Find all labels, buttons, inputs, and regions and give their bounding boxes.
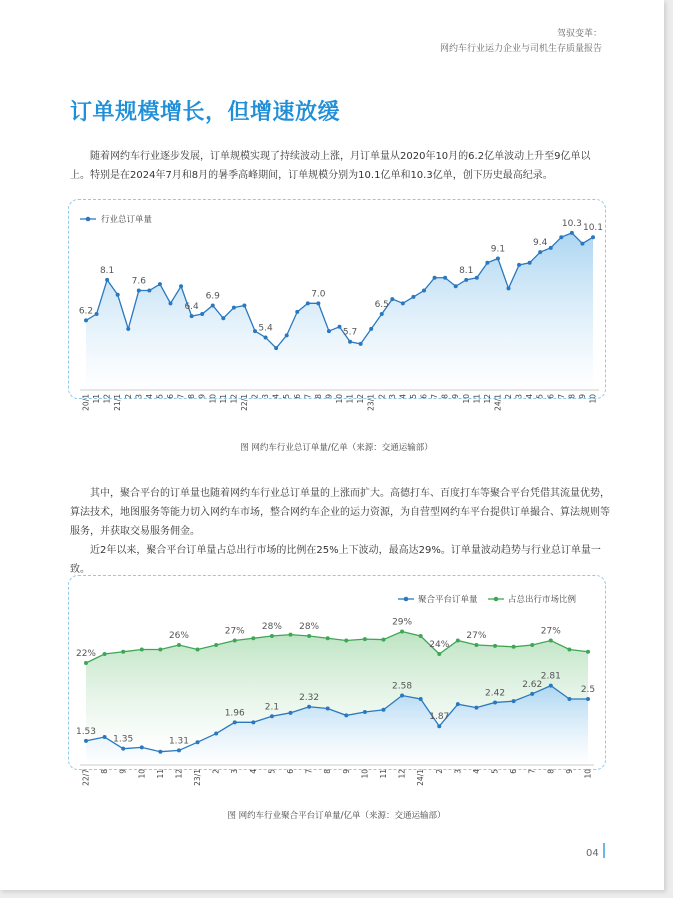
aggregator-orders-data-label: 2.81 <box>540 671 561 682</box>
x-tick-label: 3 <box>230 769 240 774</box>
aggregator-orders-point <box>214 732 218 736</box>
paragraph-aggregator: 其中，聚合平台的订单量也随着网约车行业总订单量的上涨而扩大。高德打车、百度打车等聚合平台凭借其流量优势，算法技术，地图服务等能力切入网约车市场，整合网约车企业的运力资源，为自营型网约车平台提供订单撮合、算法规则等服务，并获取交易服务佣金。 <box>70 488 610 537</box>
share-data-label: 24% <box>429 640 450 650</box>
x-tick-label: 10 <box>461 394 471 404</box>
x-tick-label: 3 <box>134 394 144 399</box>
x-tick-label: 7 <box>527 769 537 774</box>
header-line-1: 驾驭变革： <box>556 29 602 39</box>
share-point <box>419 634 423 638</box>
x-tick-label: 21/1 <box>113 394 123 411</box>
aggregator-orders-point <box>474 706 478 710</box>
aggregator-orders-point <box>419 697 423 701</box>
aggregator-orders-point <box>586 697 590 701</box>
aggregator-orders-point <box>512 699 516 703</box>
x-tick-label: 11 <box>92 394 102 404</box>
x-tick-label: 11 <box>378 769 388 779</box>
x-tick-label: 4 <box>398 394 408 399</box>
x-tick-label: 6 <box>419 394 429 399</box>
legend-marker <box>494 597 499 602</box>
x-tick-label: 23/1 <box>366 394 376 411</box>
legend-aggregator-orders: 聚合平台订单量 <box>418 595 478 605</box>
x-tick-label: 11 <box>155 769 165 779</box>
share-point <box>530 643 534 647</box>
x-tick-label: 9 <box>564 769 574 774</box>
share-point <box>344 639 348 643</box>
header-line-2: 网约车行业运力企业与司机生存质量报告 <box>439 44 602 54</box>
x-tick-label: 5 <box>155 394 165 399</box>
legend-total-orders: 行业总订单量 <box>101 215 153 225</box>
total-orders-data-label: 9.4 <box>533 238 548 249</box>
x-tick-label: 6 <box>166 394 175 399</box>
x-tick-label: 10 <box>588 394 598 404</box>
share-data-label: 26% <box>168 631 189 641</box>
aggregator-orders-data-label: 2.32 <box>299 692 320 703</box>
x-tick-label: 22/1 <box>239 394 249 411</box>
aggregator-orders-point <box>363 710 367 714</box>
x-tick-label: 12 <box>482 394 492 404</box>
x-tick-label: 5 <box>267 769 277 774</box>
share-data-label: 22% <box>75 649 97 659</box>
share-point <box>586 650 590 654</box>
legend-marker <box>404 597 409 602</box>
share-data-label: 27% <box>540 626 561 637</box>
aggregator-orders-point <box>84 739 88 743</box>
share-point <box>233 639 237 643</box>
x-tick-label: 3 <box>261 394 271 399</box>
aggregator-orders-point <box>400 694 404 698</box>
share-point <box>158 648 162 652</box>
aggregator-orders-point <box>307 705 311 709</box>
aggregator-orders-data-label: 1.87 <box>429 712 450 723</box>
x-tick-label: 5 <box>408 394 418 399</box>
x-tick-label: 6 <box>292 394 302 399</box>
aggregator-orders-data-label: 1.96 <box>224 708 245 719</box>
x-tick-label: 9 <box>341 769 351 774</box>
share-point <box>270 634 274 638</box>
x-tick-label: 2 <box>211 769 221 774</box>
share-point <box>567 648 571 652</box>
share-point <box>456 639 460 643</box>
aggregator-orders-point <box>456 702 460 706</box>
share-data-label: 28% <box>261 622 282 632</box>
aggregator-orders-point <box>381 708 385 712</box>
aggregator-orders-point <box>158 750 162 754</box>
aggregator-orders-data-label: 2.5 <box>580 685 596 695</box>
aggregator-orders-point <box>549 684 553 688</box>
x-tick-label: 9 <box>324 394 334 399</box>
page-number-bar <box>603 843 605 858</box>
total-orders-data-label: 10.3 <box>561 218 582 229</box>
chart-caption-total-orders: 图 网约车行业总订单量/亿单（来源：交通运输部） <box>240 443 433 453</box>
share-data-label: 27% <box>466 631 487 641</box>
x-tick-label: 20/1 <box>81 394 91 411</box>
share-point <box>512 645 516 649</box>
share-data-label: 27% <box>224 626 245 637</box>
x-tick-label: 24/1 <box>416 769 426 786</box>
x-tick-label: 11 <box>472 394 482 404</box>
aggregator-orders-point <box>140 745 144 749</box>
section-title: 订单规模增长，但增速放缓 <box>70 100 341 125</box>
total-orders-data-label: 7.6 <box>131 276 146 287</box>
x-tick-label: 8 <box>323 769 333 774</box>
x-tick-label: 6 <box>509 769 519 774</box>
x-tick-label: 10 <box>583 769 593 779</box>
share-point <box>437 652 441 656</box>
x-tick-label: 9 <box>451 394 461 399</box>
share-point <box>196 648 200 652</box>
share-point <box>140 648 144 652</box>
x-tick-label: 8 <box>567 394 577 399</box>
total-orders-data-label: 6.9 <box>205 291 220 302</box>
share-point <box>289 633 293 637</box>
total-orders-data-label: 7.0 <box>311 289 326 300</box>
x-tick-label: 12 <box>397 769 407 779</box>
x-tick-label: 11 <box>345 394 355 404</box>
share-point <box>307 634 311 638</box>
aggregator-orders-point <box>437 724 441 728</box>
aggregator-orders-point <box>344 713 348 717</box>
x-tick-label: 2 <box>377 394 387 399</box>
total-orders-data-label: 5.7 <box>342 327 358 338</box>
x-tick-label: 3 <box>387 394 397 399</box>
share-point <box>103 652 107 656</box>
x-tick-label: 4 <box>471 769 481 774</box>
page-number: 04 <box>586 848 599 859</box>
share-data-label: 29% <box>392 617 413 628</box>
x-tick-label: 7 <box>176 394 186 399</box>
total-orders-data-label: 6.2 <box>78 306 94 317</box>
x-tick-label: 7 <box>556 394 566 399</box>
x-tick-label: 6 <box>286 769 296 774</box>
aggregator-orders-point <box>251 720 255 724</box>
share-data-label: 28% <box>299 622 320 632</box>
share-point <box>121 650 125 654</box>
share-point <box>363 637 367 641</box>
x-tick-label: 2 <box>434 769 444 774</box>
x-tick-label: 5 <box>535 394 545 399</box>
aggregator-orders-data-label: 2.58 <box>392 681 413 692</box>
aggregator-orders-data-label: 2.42 <box>485 688 506 699</box>
x-tick-label: 8 <box>440 394 450 399</box>
x-tick-label: 9 <box>197 394 207 399</box>
total-orders-data-label: 9.1 <box>490 244 506 255</box>
x-tick-label: 9 <box>577 394 587 399</box>
aggregator-orders-point <box>177 748 181 752</box>
x-tick-label: 10 <box>208 394 218 404</box>
x-tick-label: 12 <box>229 394 239 404</box>
total-orders-data-label: 8.1 <box>99 265 115 276</box>
total-orders-data-label: 8.1 <box>459 265 474 276</box>
x-tick-label: 4 <box>271 394 281 399</box>
x-tick-label: 12 <box>174 769 184 779</box>
share-point <box>493 644 497 648</box>
x-tick-label: 6 <box>546 394 556 399</box>
x-tick-label: 8 <box>187 394 197 399</box>
share-point <box>326 636 330 640</box>
aggregator-orders-point <box>326 707 330 711</box>
x-tick-label: 22/7 <box>81 769 91 786</box>
aggregator-orders-data-label: 1.31 <box>168 736 189 747</box>
x-tick-label: 10 <box>137 769 147 779</box>
x-tick-label: 9 <box>118 769 128 774</box>
aggregator-orders-point <box>493 700 497 704</box>
x-tick-label: 10 <box>335 394 344 404</box>
x-tick-label: 8 <box>100 769 110 774</box>
share-point <box>549 639 553 643</box>
share-point <box>400 630 404 634</box>
aggregator-orders-point <box>103 735 107 739</box>
aggregator-orders-data-label: 2.62 <box>522 679 543 690</box>
legend-share: 占总出行市场比例 <box>508 595 577 605</box>
share-point <box>214 643 218 647</box>
aggregator-orders-point <box>567 697 571 701</box>
chart-caption-aggregator-orders: 图 网约车行业聚合平台订单量/亿单（来源：交通运输部） <box>227 811 446 821</box>
aggregator-orders-point <box>121 747 125 751</box>
aggregator-orders-data-label: 1.53 <box>75 726 97 737</box>
x-tick-label: 7 <box>304 769 314 774</box>
x-tick-label: 24/1 <box>493 394 503 411</box>
x-tick-label: 11 <box>218 394 228 404</box>
x-tick-label: 12 <box>102 394 112 404</box>
x-tick-label: 4 <box>248 769 258 774</box>
share-point <box>474 643 478 647</box>
aggregator-orders-point <box>530 692 534 696</box>
x-tick-label: 23/1 <box>193 769 203 786</box>
x-tick-label: 12 <box>356 394 366 404</box>
x-tick-label: 4 <box>525 394 535 399</box>
x-tick-label: 2 <box>250 394 260 399</box>
x-tick-label: 4 <box>144 394 154 399</box>
x-tick-label: 7 <box>303 394 313 399</box>
x-tick-label: 8 <box>546 769 556 774</box>
share-point <box>251 636 255 640</box>
x-tick-label: 5 <box>282 394 292 399</box>
x-tick-label: 2 <box>504 394 513 399</box>
total-orders-data-label: 5.4 <box>258 323 273 334</box>
share-point <box>381 638 385 642</box>
x-tick-label: 8 <box>313 394 323 399</box>
total-orders-data-label: 6.5 <box>374 300 389 310</box>
aggregator-orders-point <box>270 714 274 718</box>
paragraph-share: 近2年以来，聚合平台订单量占总出行市场的比例在25%上下波动，最高达29%。订单量波动趋势与行业总订单量一致。 <box>70 545 601 575</box>
share-point <box>84 661 88 665</box>
aggregator-orders-point <box>289 711 293 715</box>
x-tick-label: 3 <box>453 769 463 774</box>
paragraph-intro: 随着网约车行业逐步发展，订单规模实现了持续波动上涨，月订单量从2020年10月的6.2亿单波动上升至9亿单以上。特别是在2024年7月和8月的暑季高峰期间，订单规模分别为10.1亿单和10.3亿单，创下历史最高纪录。 <box>70 151 591 181</box>
x-tick-label: 3 <box>514 394 524 399</box>
aggregator-orders-point <box>233 720 237 724</box>
total-orders-data-label: 10.1 <box>582 223 604 234</box>
x-tick-label: 5 <box>490 769 500 774</box>
aggregator-orders-data-label: 2.1 <box>264 702 280 713</box>
share-point <box>177 643 181 647</box>
x-tick-label: 2 <box>123 394 133 399</box>
total-orders-data-label: 6.4 <box>184 302 199 313</box>
x-tick-label: 10 <box>360 769 370 779</box>
aggregator-orders-data-label: 1.35 <box>113 734 134 745</box>
aggregator-orders-point <box>196 740 200 744</box>
x-tick-label: 7 <box>430 394 440 399</box>
